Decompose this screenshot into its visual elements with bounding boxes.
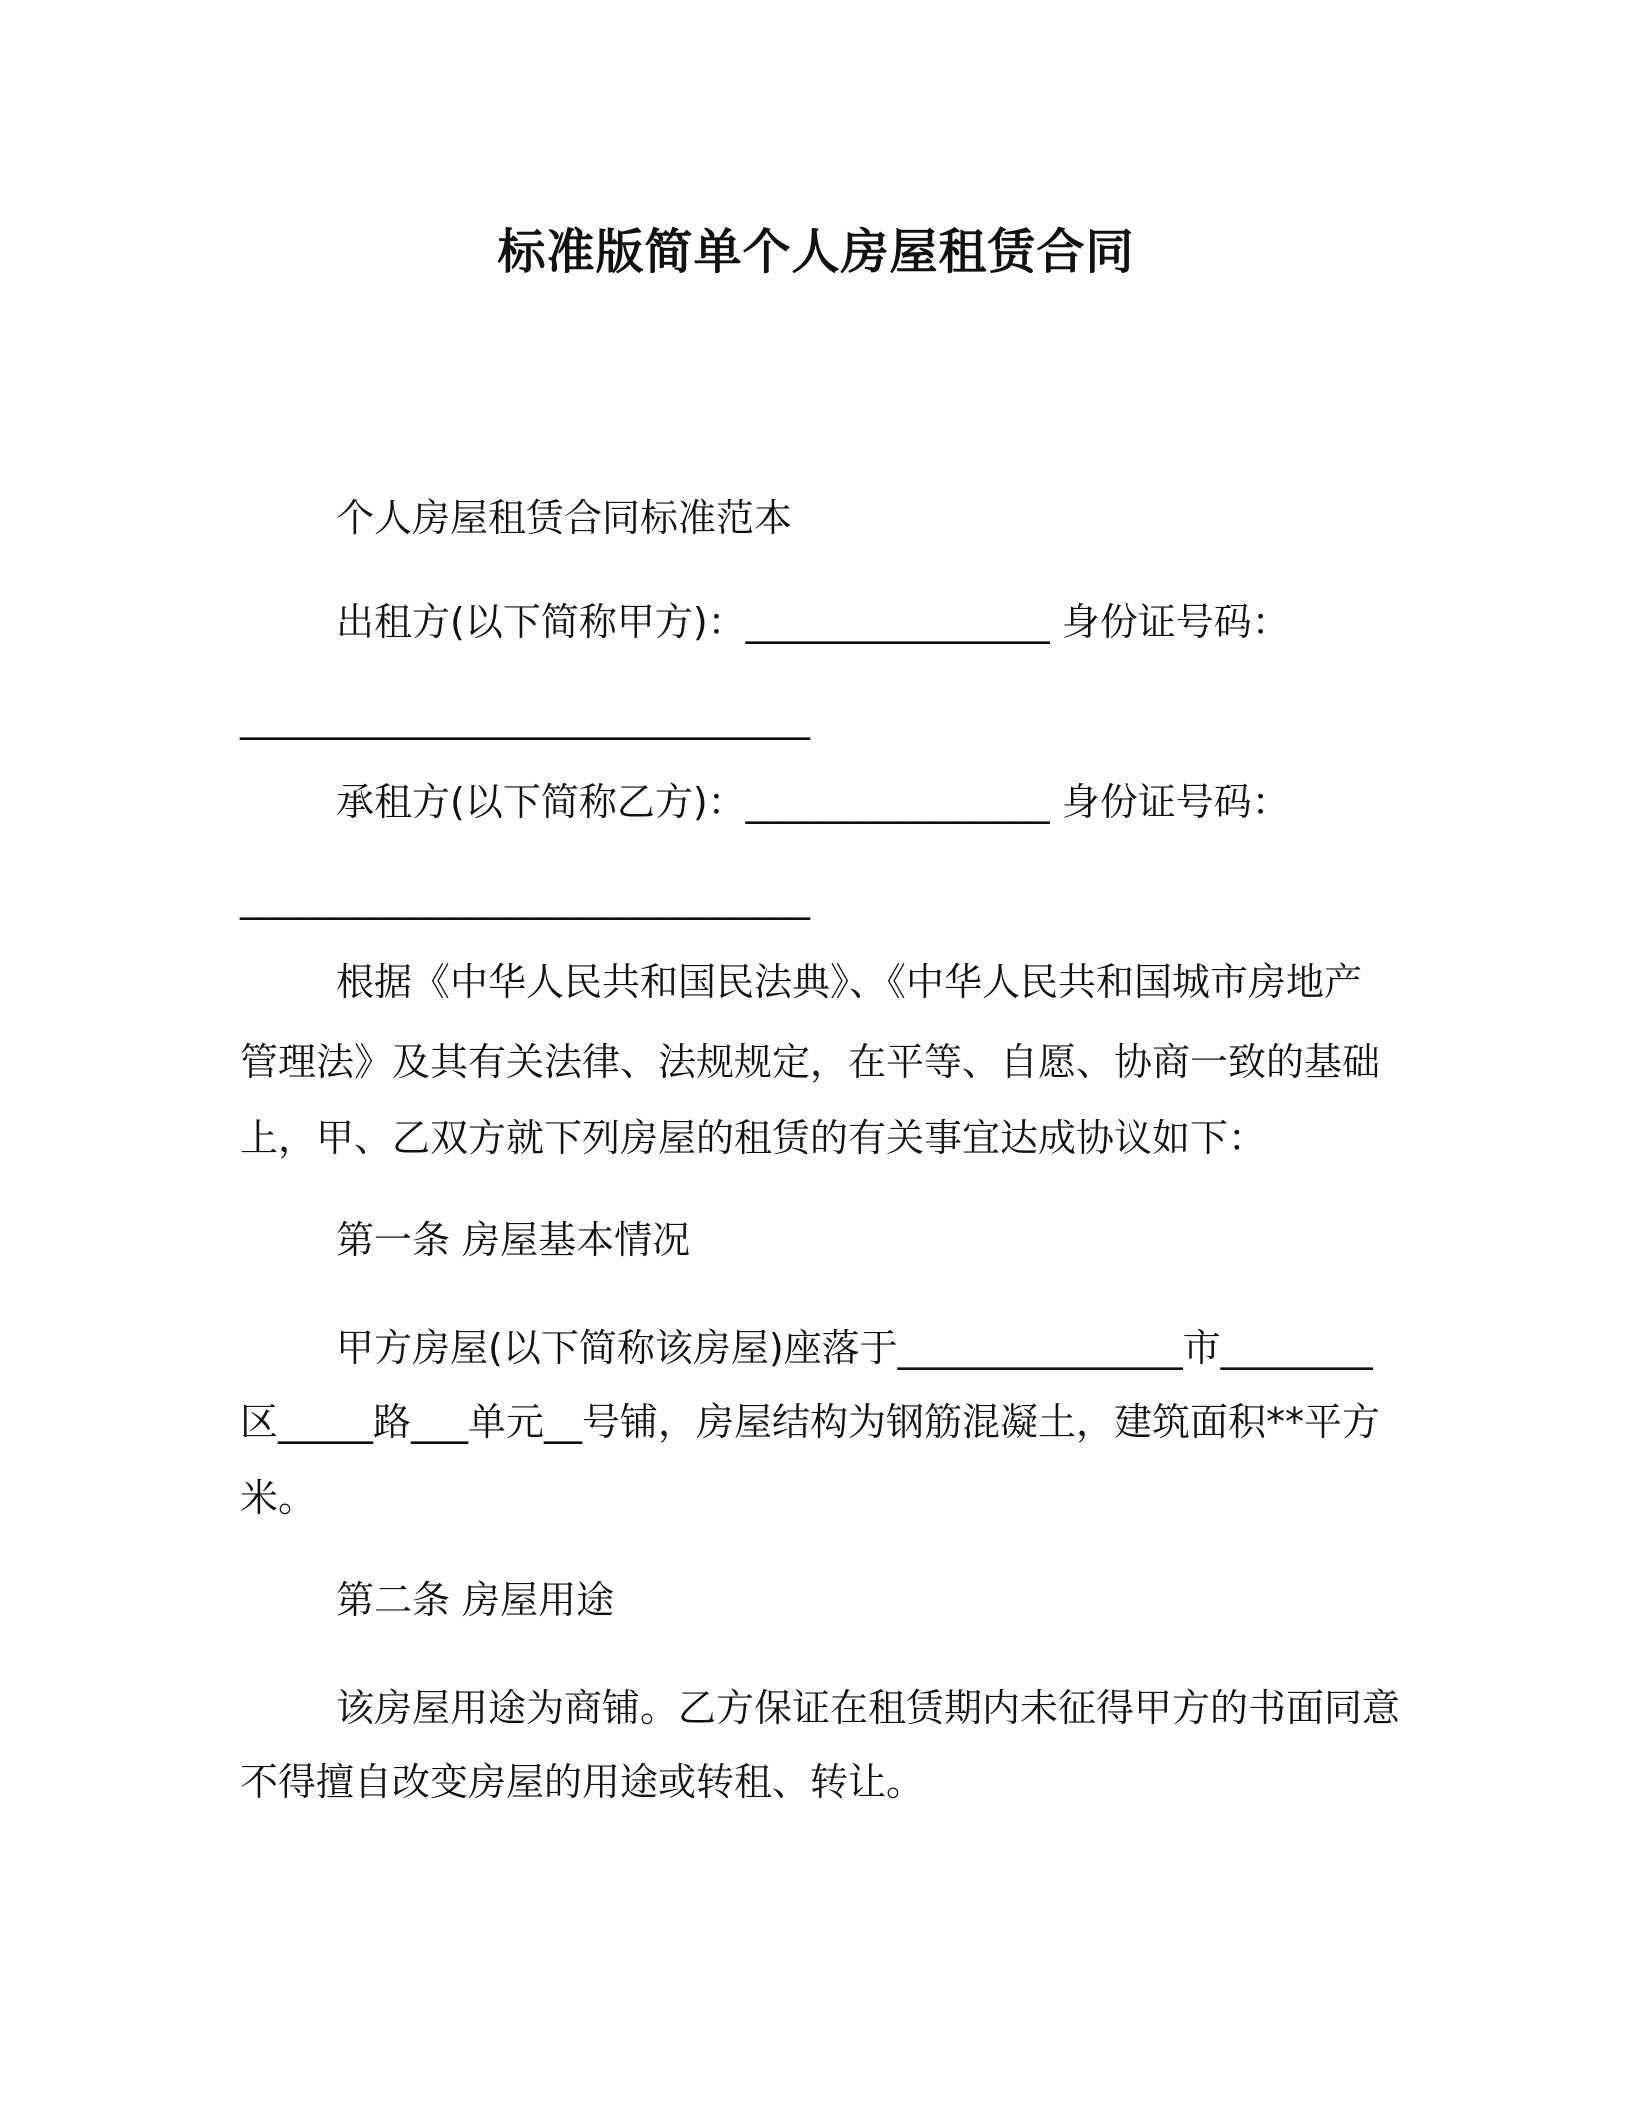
lessor-line: 出租方(以下简称甲方)：________________ 身份证号码： (336, 600, 1290, 644)
basis-paragraph-line-2: 管理法》及其有关法律、法规规定，在平等、自愿、协商一致的基础 (240, 1040, 1381, 1084)
article-1-line-2: 区_____路___单元__号铺，房屋结构为钢筋混凝土，建筑面积**平方 (240, 1400, 1381, 1444)
article-2-line-1: 该房屋用途为商铺。乙方保证在租赁期内未征得甲方的书面同意 (336, 1686, 1401, 1730)
article-1-line-3: 米。 (240, 1476, 317, 1520)
lessee-id-line: ______________________________ (240, 876, 810, 920)
article-2-line-2: 不得擅自改变房屋的用途或转租、转让。 (240, 1760, 925, 1804)
lessee-line: 承租方(以下简称乙方)：________________ 身份证号码： (336, 780, 1290, 824)
basis-paragraph-line-3: 上，甲、乙双方就下列房屋的租赁的有关事宜达成协议如下： (240, 1116, 1267, 1160)
article-1-heading: 第一条 房屋基本情况 (336, 1218, 691, 1262)
lessor-id-line: ______________________________ (240, 696, 810, 740)
basis-paragraph-line-1: 根据《中华人民共和国民法典》、《中华人民共和国城市房地产 (336, 960, 1363, 1004)
article-1-line-1: 甲方房屋(以下简称该房屋)座落于_______________市________ (336, 1326, 1373, 1370)
document-title: 标准版简单个人房屋租赁合同 (497, 224, 1135, 280)
subtitle-line: 个人房屋租赁合同标准范本 (336, 496, 793, 540)
article-2-heading: 第二条 房屋用途 (336, 1578, 615, 1622)
